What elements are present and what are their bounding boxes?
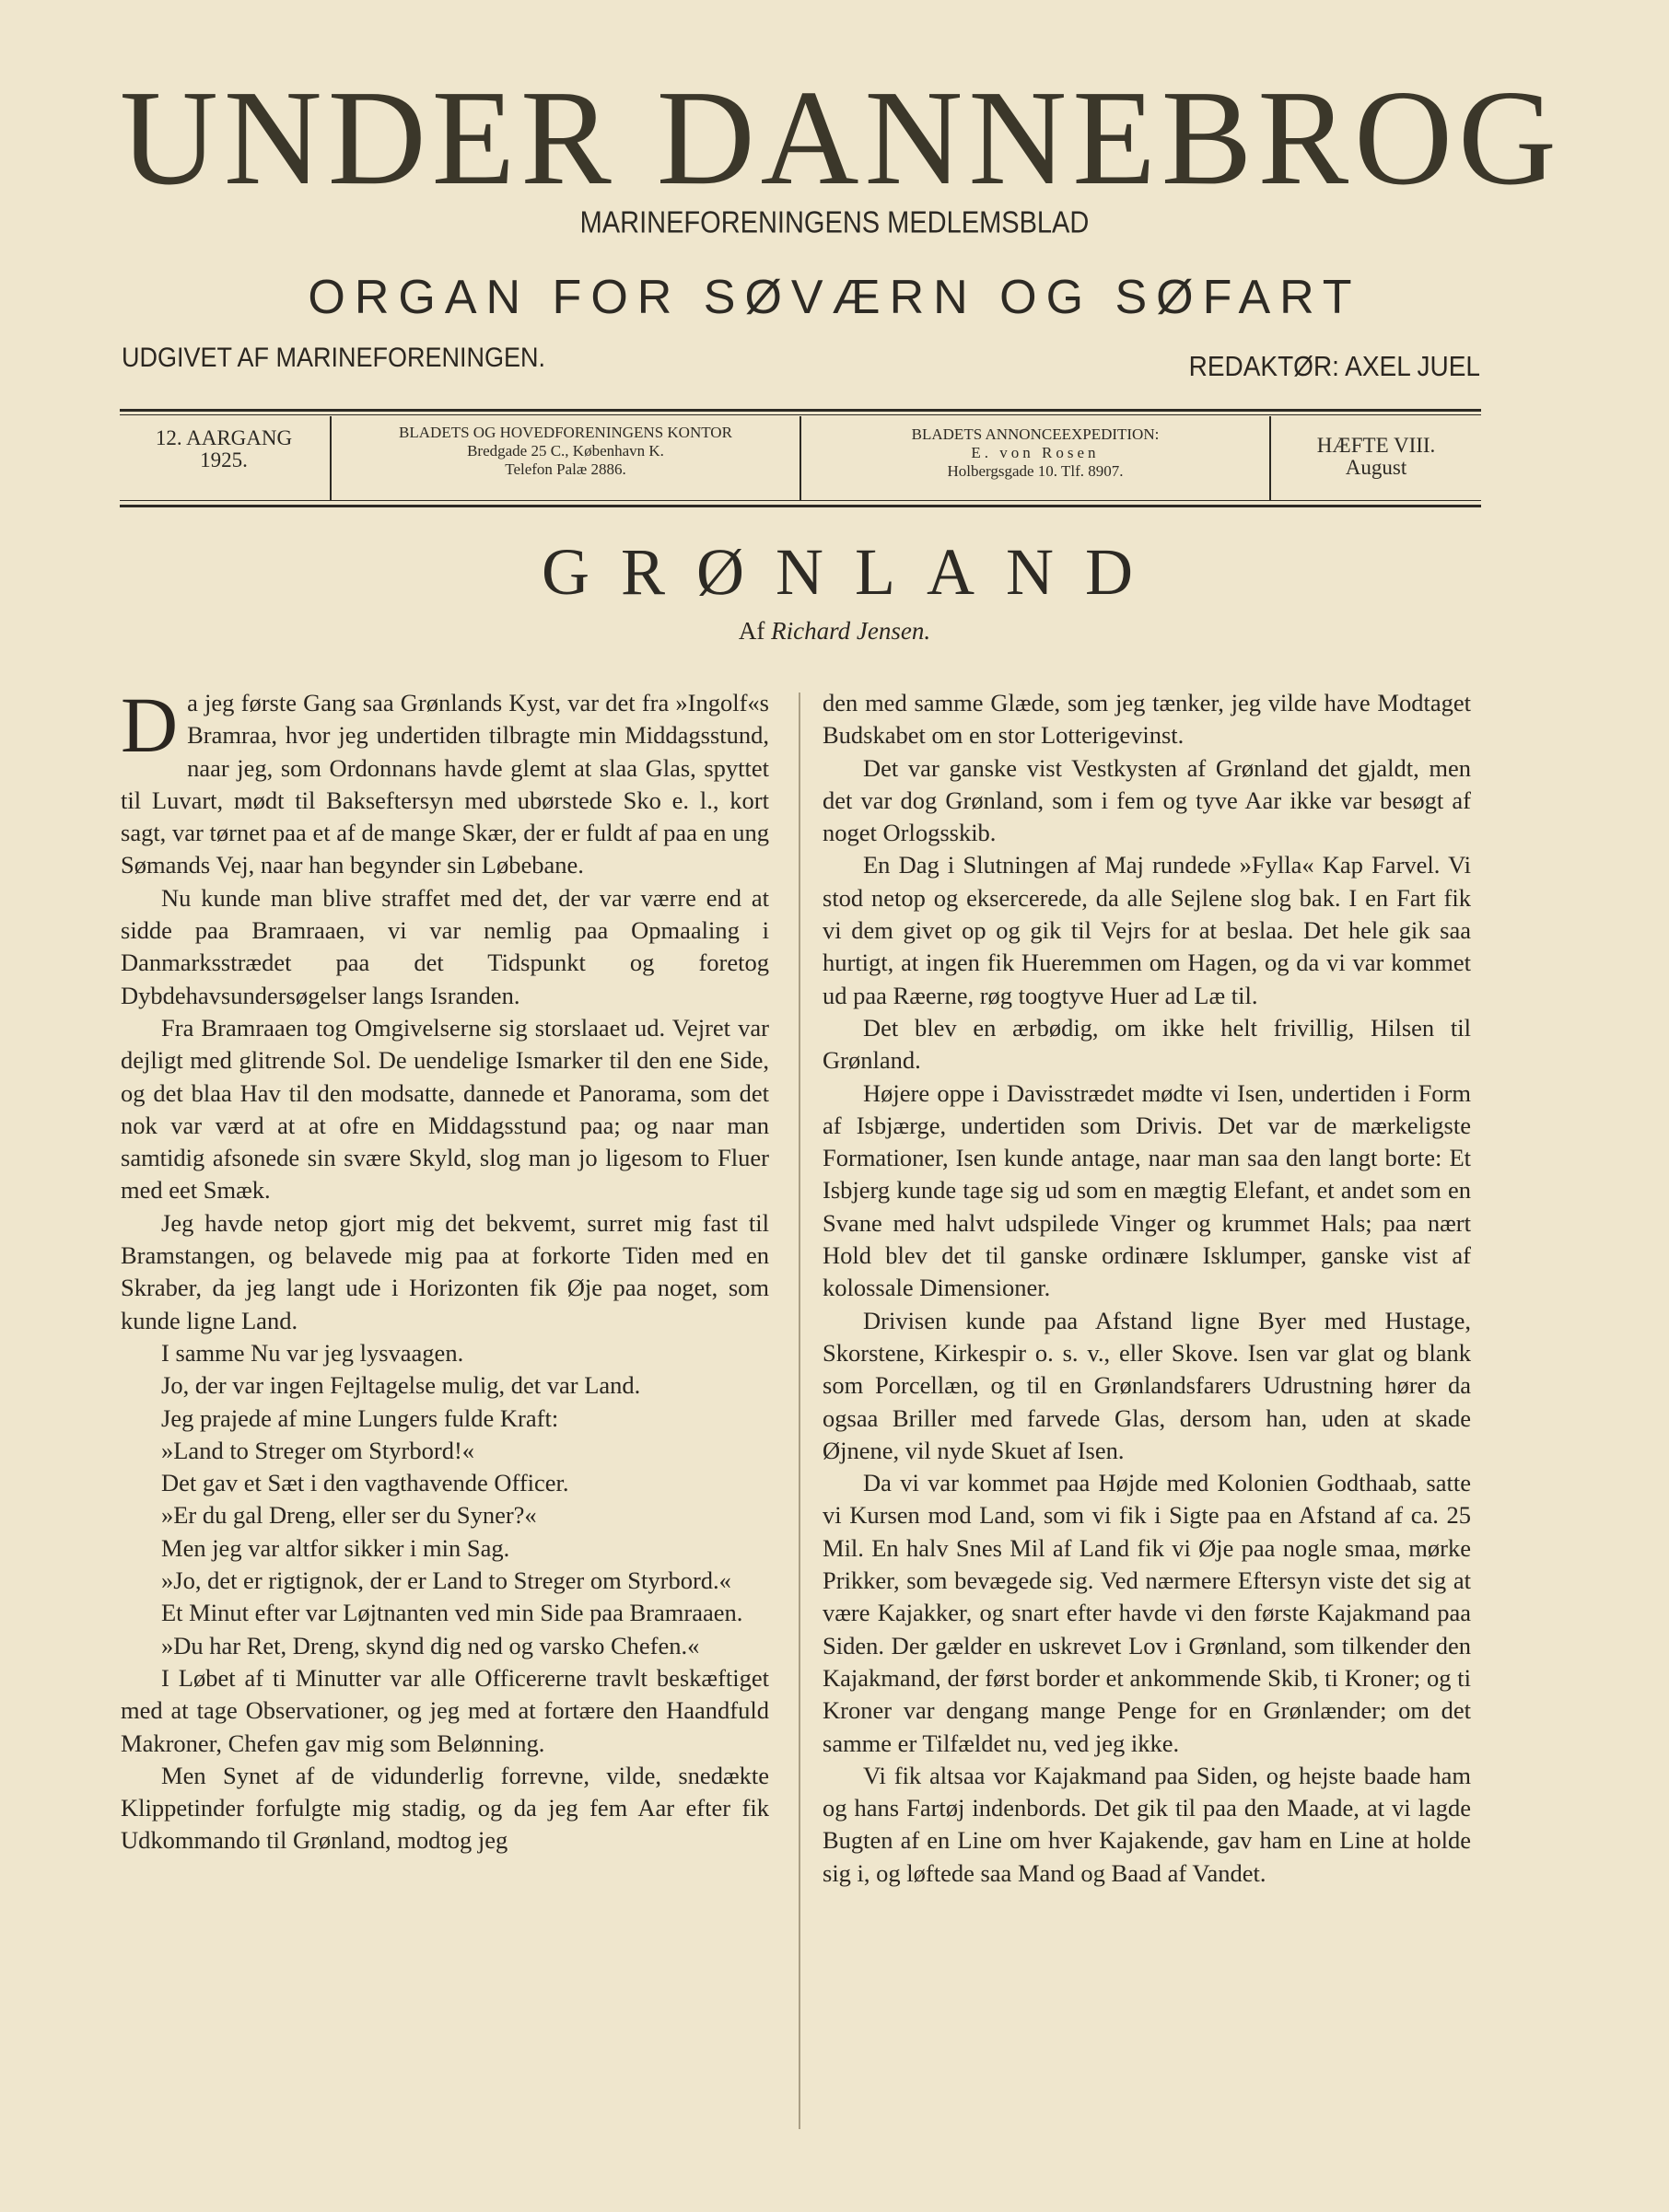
drop-cap: D bbox=[121, 681, 179, 769]
info-top-rule bbox=[120, 409, 1481, 412]
article-byline bbox=[0, 617, 1669, 646]
info-office-cell bbox=[332, 416, 799, 508]
paragraph: Et Minut efter var Løjtnanten ved min Side paa Bramraaen. bbox=[161, 1599, 743, 1627]
info-top-rule-thin bbox=[120, 414, 1481, 415]
paragraph: Det gav et Sæt i den vagthavende Officer. bbox=[161, 1469, 569, 1497]
paragraph: »Du har Ret, Dreng, skynd dig ned og varsko Chefen.« bbox=[161, 1631, 700, 1659]
paragraph: Vi fik altsaa vor Kajakmand paa Siden, og hejste baade ham og hans Fartøj indenbords. Det gik til paa den Maade, at vi lagde Bugten af en Line om hver Kajakende, gav ham en Line at holde sig i, og løftede saa Mand og Baad af Vandet. bbox=[823, 1761, 1471, 1887]
paragraph: En Dag i Slutningen af Maj rundede »Fylla« Kap Farvel. Vi stod netop og eksercerede, da alle Sejlene slog bak. I en Fart fik vi dem givet op og gik til Vejrs for at beslaa. Det hele gik saa hurtigt, at ingen fik Hueremmen om Hagen, og da vi var kommet ud paa Ræerne, røg toogtyve Huer ad Læ til. bbox=[823, 851, 1471, 1009]
column-separator bbox=[799, 693, 800, 2129]
paragraph: »Land to Streger om Styrbord!« bbox=[161, 1436, 475, 1464]
masthead-editor: REDAKTØR: AXEL JUEL bbox=[1188, 350, 1480, 382]
first-paragraph-text: a jeg første Gang saa Grønlands Kyst, var det fra »Ingolf«s Bramraa, hvor jeg undertiden tilbragte min Middagsstund, naar jeg, som Ordonnans havde glemt at slaa Glas, spyttet til Luvart, mødt til Bakseftersyn med ubørstede Sko e. l., kort sagt, var tørnet paa et af de mange Skær, der er fuldt af paa en ung Sømands Vej, naar han begynder sin Løbebane. bbox=[121, 689, 769, 879]
year-label: 1925. bbox=[200, 448, 248, 472]
info-bottom-rule-thin bbox=[120, 500, 1481, 501]
left-column bbox=[121, 681, 769, 1857]
paragraph: I Løbet af ti Minutter var alle Officererne travlt beskæftiget med at tage Observationer, og jeg med at fortære den Haandfuld Makroner, Chefen gav mig som Belønning. bbox=[121, 1663, 769, 1757]
info-bottom-rule bbox=[120, 505, 1481, 507]
volume-label: 12. AARGANG bbox=[155, 426, 293, 449]
ads-name: E. von Rosen bbox=[971, 444, 1100, 461]
ads-address: Holbergsgade 10. Tlf. 8907. bbox=[947, 462, 1124, 480]
paragraph: Men jeg var altfor sikker i min Sag. bbox=[161, 1533, 510, 1562]
byline-prefix: Af bbox=[738, 617, 765, 645]
masthead-subtitle: MARINEFORENINGENS MEDLEMSBLAD bbox=[579, 205, 1090, 240]
paragraph: Da vi var kommet paa Højde med Kolonien Godthaab, satte vi Kursen mod Land, som vi fik i Sigte paa en Afstand af ca. 25 Mil. En halv Snes Mil af Land fik vi Øje paa nogle smaa, mørke Prikker, som bevægede sig. Ved nærmere Eftersyn viste det sig at være Kajakker, og snart efter havde vi den første Kajakmand paa Siden. Der gælder en uskrevet Lov i Grønland, som tilkender den Kajakmand, der først border et ankommende Skib, ti Kroner; og ti Kroner var dengang mange Penge for en Grønlænder; om det samme er Tilfældet nu, ved jeg ikke. bbox=[823, 1469, 1471, 1757]
author-name: Richard Jensen. bbox=[771, 617, 931, 645]
masthead-title: UNDER DANNEBROG bbox=[120, 63, 1562, 214]
paragraph: Nu kunde man blive straffet med det, der var værre end at sidde paa Bramraaen, vi var nemlig paa Opmaaling i Danmarksstrædet paa det Tidspunkt og foretog Dybdehavsundersøgelser langs Isranden. bbox=[121, 883, 769, 1009]
office-phone: Telefon Palæ 2886. bbox=[505, 460, 626, 478]
paragraph: I samme Nu var jeg lysvaagen. bbox=[161, 1338, 464, 1367]
info-ads-cell bbox=[801, 416, 1269, 510]
paragraph: »Er du gal Dreng, eller ser du Syner?« bbox=[161, 1501, 537, 1530]
paragraph: Men Synet af de vidunderlig forrevne, vilde, snedækte Klippetinder forfulgte mig stadig, og da jeg fem Aar efter fik Udkommando til Grønland, modtog jeg bbox=[121, 1761, 769, 1855]
info-volume-cell bbox=[120, 416, 328, 512]
paragraph: den med samme Glæde, som jeg tænker, jeg vilde have Modtaget Budskabet om en stor Lotterigevinst. bbox=[823, 689, 1471, 750]
article-title: GRØNLAND bbox=[542, 535, 1164, 609]
first-paragraph bbox=[121, 681, 769, 882]
paragraph: Jeg havde netop gjort mig det bekvemt, surret mig fast til Bramstangen, og belavede mig paa at forkorte Tiden med en Skraber, da jeg langt ude i Horizonten fik Øje paa noget, som kunde ligne Land. bbox=[121, 1208, 769, 1334]
paragraph: Fra Bramraaen tog Omgivelserne sig storslaaet ud. Vejret var dejligt med glitrende Sol. De uendelige Ismarker til den ene Side, og det blaa Hav til den modsatte, dannede et Panorama, som det nok var værd at at ofre en Middagsstund paa; og naar man samtidig afsonede sin svære Skyld, slog man jo ligesom to Fluer med eet Smæk. bbox=[121, 1013, 769, 1205]
masthead-publisher: UDGIVET AF MARINEFORENINGEN. bbox=[122, 342, 546, 373]
office-address: Bredgade 25 C., København K. bbox=[467, 442, 664, 460]
paragraph: Det var ganske vist Vestkysten af Grønland det gjaldt, men det var dog Grønland, som i fem og tyve Aar ikke var besøgt af noget Orlogsskib. bbox=[823, 753, 1471, 847]
paragraph: Jo, der var ingen Fejltagelse mulig, det var Land. bbox=[161, 1371, 641, 1400]
ads-title: BLADETS ANNONCEEXPEDITION: bbox=[911, 425, 1160, 443]
month-label: August bbox=[1345, 456, 1407, 479]
office-title: BLADETS OG HOVEDFORENINGENS KONTOR bbox=[399, 424, 732, 441]
right-column bbox=[823, 687, 1471, 1890]
paragraph: »Jo, det er rigtignok, der er Land to Streger om Styrbord.« bbox=[161, 1566, 731, 1595]
paragraph: Det blev en ærbødig, om ikke helt frivillig, Hilsen til Grønland. bbox=[823, 1013, 1471, 1075]
masthead-organ: ORGAN FOR SØVÆRN OG SØFART bbox=[308, 271, 1361, 324]
paragraph: Højere oppe i Davisstrædet mødte vi Isen, undertiden i Form af Isbjærge, undertiden som Drivis. Det var de mærkeligste Formationer, Isen kunde antage, naar man saa den langt borte: Et Isbjerg kunde tage sig ud som en mægtig Elefant, et andet som en Svane med halvt udspilede Vinger og krummet Hals; paa nært Hold blev det til ganske ordinære Isklumper, ganske vist af kolossale Dimensioner. bbox=[823, 1078, 1471, 1302]
issue-label: HÆFTE VIII. bbox=[1316, 434, 1436, 457]
paragraph: Jeg prajede af mine Lungers fulde Kraft: bbox=[161, 1403, 559, 1432]
paragraph: Drivisen kunde paa Afstand ligne Byer med Hustage, Skorstene, Kirkespir o. s. v., eller Skove. Isen var glat og blank som Porcellæn, og til en Grønlandsfarers Udrustning hører da ogsaa Briller med farvede Glas, dersom han, uden at skade Øjnene, vil nyde Skuet af Isen. bbox=[823, 1306, 1471, 1464]
